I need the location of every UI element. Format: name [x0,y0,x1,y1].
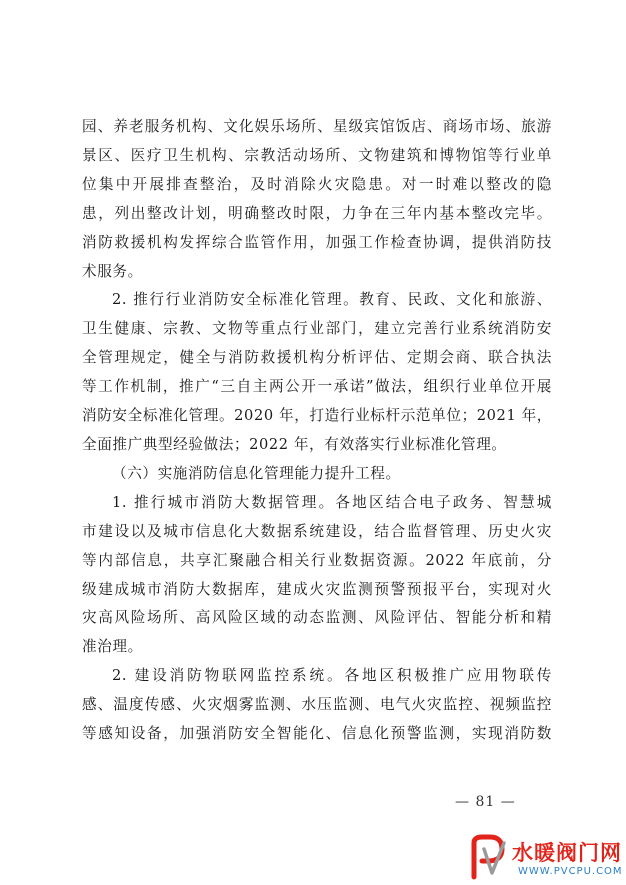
site-watermark [468,833,626,885]
text-line: 级建成城市消防大数据库，建成火灾监测预警预报平台，实现对火 [82,580,552,598]
text-line: 感、温度传感、火灾烟雾监测、水压监测、电气火灾监控、视频监控 [82,696,552,714]
paragraph-start-line: 1. 推行城市消防大数据管理。各地区结合电子政务、智慧城 [112,493,552,511]
text-line: 全管理规定，健全与消防救援机构分析评估、定期会商、联合执法 [82,349,552,367]
text-line: 患，列出整改计划，明确整改时限，力争在三年内基本整改完毕。 [82,204,552,222]
text-line: 等感知设备，加强消防安全智能化、信息化预警监测，实现消防数 [82,725,552,743]
text-line: 等内部信息，共享汇聚融合相关行业数据资源。2022 年底前，分 [82,551,552,569]
text-line: 准治理。 [82,638,143,656]
text-line: 卫生健康、宗教、文物等重点行业部门，建立完善行业系统消防安 [82,320,552,338]
paragraph-start-line: 2. 推行行业消防安全标准化管理。教育、民政、文化和旅游、 [112,291,552,309]
text-line: 位集中开展排查整治，及时消除火灾隐患。对一时难以整改的隐 [82,175,552,193]
text-line: 术服务。 [82,262,143,280]
body-text [82,113,552,749]
watermark-title: 水暖阀门网 [512,841,622,865]
page-number: — 81 — [455,794,516,810]
text-line: 消防安全标准化管理。2020 年，打造行业标杆示范单位；2021 年， [82,407,552,425]
text-line: 等工作机制，推广“三自主两公开一承诺”做法，组织行业单位开展 [82,378,552,396]
paragraph-start-line: 2. 建设消防物联网监控系统。各地区积极推广应用物联传 [112,667,552,685]
watermark-url: WWW.PVCPU.COM [518,866,623,877]
text-line: 景区、医疗卫生机构、宗教活动场所、文物建筑和博物馆等行业单 [82,146,552,164]
text-line: 市建设以及城市信息化大数据系统建设，结合监督管理、历史火灾 [82,522,552,540]
text-line: 灾高风险场所、高风险区域的动态监测、风险评估、智能分析和精 [82,609,552,627]
text-line: 消防救援机构发挥综合监管作用，加强工作检查协调，提供消防技 [82,233,552,251]
section-heading: （六）实施消防信息化管理能力提升工程。 [112,464,401,482]
text-line: 全面推广典型经验做法；2022 年，有效落实行业标准化管理。 [82,435,507,453]
pv-logo-icon [468,833,508,881]
text-line: 园、养老服务机构、文化娱乐场所、星级宾馆饭店、商场市场、旅游 [82,118,552,135]
